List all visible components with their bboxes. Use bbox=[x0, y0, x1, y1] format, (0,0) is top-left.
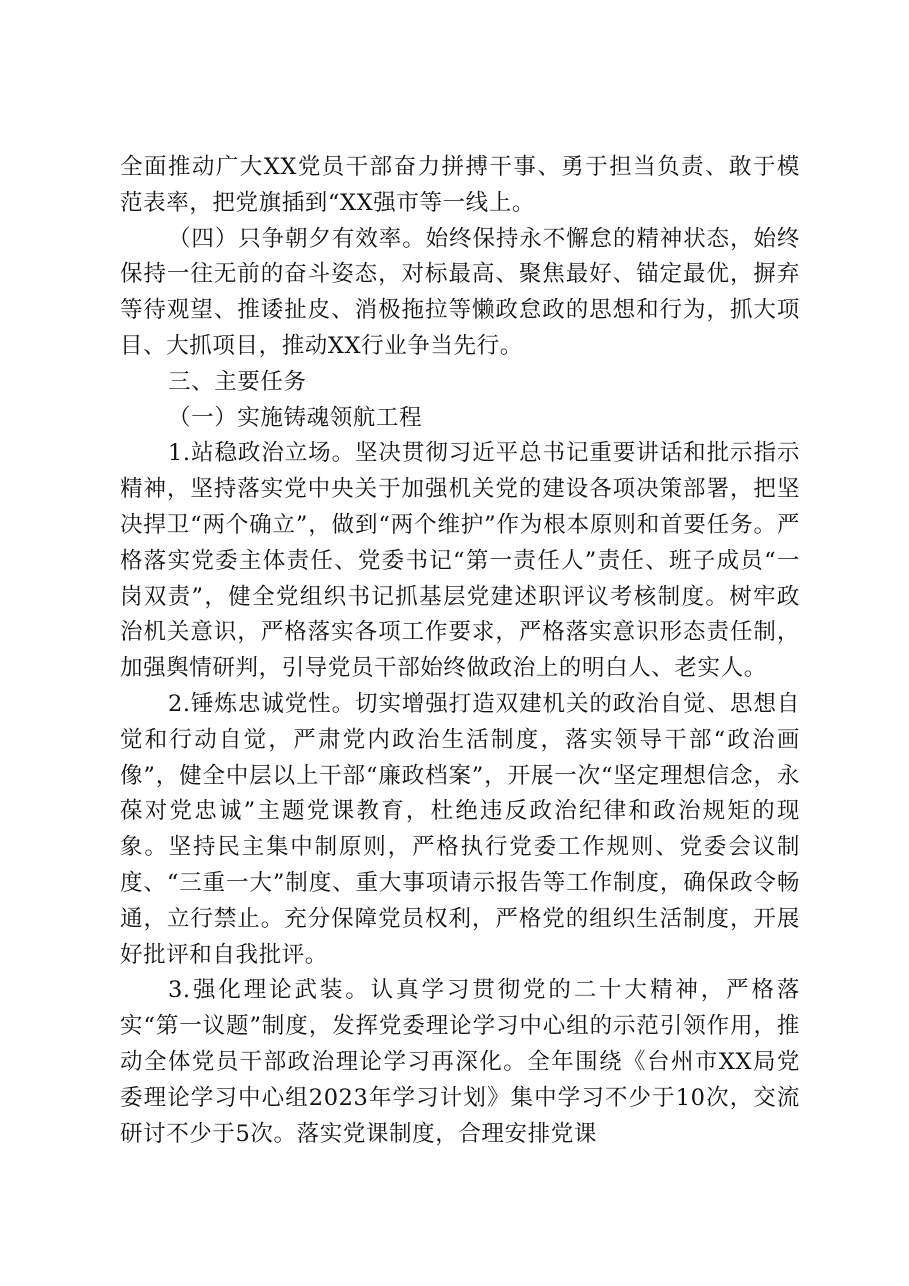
document-body bbox=[120, 150, 800, 1152]
heading-main-tasks: 三、主要任务 bbox=[168, 368, 307, 395]
subheading-project-one: （一）实施铸魂领航工程 bbox=[168, 404, 423, 431]
paragraph-continuation: 全面推动广大XX党员干部奋力拼搏干事、勇于担当负责、敢于模范表率，把党旗插到“XX强市等一线上。 bbox=[120, 154, 800, 216]
paragraph-item-1: 1.站稳政治立场。坚决贯彻习近平总书记重要讲话和批示指示精神，坚持落实党中央关于加强机关党的建设各项决策部署，把坚决捍卫“两个确立”，做到“两个维护”作为根本原则和首要任务。严格落实党委主体责任、党委书记“第一责任人”责任、班子成员“一岗双责”，健全党组织书记抓基层党建述职评议考核制度。树牢政治机关意识，严格落实各项工作要求，严格落实意识形态责任制，加强舆情研判，引导党员干部始终做政治上的明白人、老实人。 bbox=[120, 440, 800, 682]
paragraph-item-2: 2.锤炼忠诚党性。切实增强打造双建机关的政治自觉、思想自觉和行动自觉，严肃党内政治生活制度，落实领导干部“政治画像”，健全中层以上干部“廉政档案”，开展一次“坚定理想信念，永葆对党忠诚”主题党课教育，杜绝违反政治纪律和政治规矩的现象。坚持民主集中制原则，严格执行党委工作规则、党委会议制度、“三重一大”制度、重大事项请示报告等工作制度，确保政令畅通，立行禁止。充分保障党员权利，严格党的组织生活制度，开展好批评和自我批评。 bbox=[120, 690, 800, 968]
paragraph-section-four: （四）只争朝夕有效率。始终保持永不懈怠的精神状态，始终保持一往无前的奋斗姿态，对标最高、聚焦最好、锚定最优，摒弃等待观望、推诿扯皮、消极拖拉等懒政怠政的思想和行为，抓大项目、大抓项目，推动XX行业争当先行。 bbox=[120, 225, 800, 359]
paragraph-item-3: 3.强化理论武装。认真学习贯彻党的二十大精神，严格落实“第一议题”制度，发挥党委理论学习中心组的示范引领作用，推动全体党员干部政治理论学习再深化。全年围绕《台州市XX局党委理论学习中心组2023年学习计划》集中学习不少于10次，交流研讨不少于5次。落实党课制度，合理安排党课 bbox=[120, 977, 800, 1147]
